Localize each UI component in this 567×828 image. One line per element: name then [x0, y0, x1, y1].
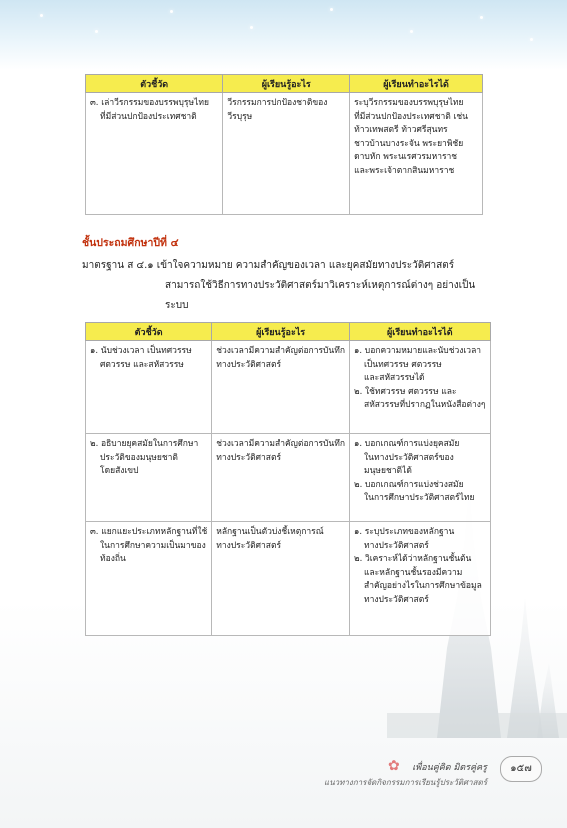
header-indicator: ตัวชี้วัด	[86, 75, 223, 93]
flower-icon: ✿	[388, 758, 400, 774]
cell-learn-what: ช่วงเวลามีความสำคัญต่อการบันทึก ทางประวัติศาสตร์	[212, 434, 350, 522]
cell-can-do: ๑. ระบุประเภทของหลักฐาน ทางประวัติศาสตร์ ๒. วิเคราะห์ได้ว่าหลักฐานชั้นต้น และหลักฐานชั้นรองมีความ สำคัญอย่างไรในการศึกษาข้อมูล ทางประวัติศาสตร์	[350, 522, 491, 636]
table-header-row	[86, 323, 491, 341]
page-number: ๑๕๗	[500, 756, 542, 782]
table-indicators-2	[85, 322, 491, 636]
cell-indicator: ๓. เล่าวีรกรรมของบรรพบุรุษไทย ที่มีส่วนปกป้องประเทศชาติ	[86, 93, 223, 215]
header-learn-what: ผู้เรียนรู้อะไร	[212, 323, 350, 341]
table-row	[86, 93, 483, 215]
standard-line-3: ระบบ	[165, 300, 189, 311]
table-row	[86, 522, 491, 636]
standard-line-2: สามารถใช้วิธีการทางประวัติศาสตร์มาวิเคราะห์เหตุการณ์ต่างๆ อย่างเป็น	[165, 280, 476, 291]
standard-line-1: มาตรฐาน ส ๔.๑ เข้าใจความหมาย ความสำคัญของเวลา และยุคสมัยทางประวัติศาสตร์	[82, 260, 455, 271]
footer-book-title: แนวทางการจัดกิจกรรมการเรียนรู้ประวัติศาสตร์	[324, 778, 487, 787]
header-can-do: ผู้เรียนทำอะไรได้	[350, 323, 491, 341]
table-indicators-1	[85, 74, 483, 215]
table-row	[86, 434, 491, 522]
cell-can-do: ๑. บอกความหมายและนับช่วงเวลา เป็นทศวรรษ ศตวรรษ และสหัสวรรษได้ ๒. ใช้ทศวรรษ ศตวรรษ และ สหัสวรรษที่ปรากฏในหนังสือต่างๆ	[350, 341, 491, 434]
cell-can-do: ระบุวีรกรรมของบรรพบุรุษไทย ที่มีส่วนปกป้องประเทศชาติ เช่น ท้าวเทพสตรี ท้าวศรีสุนทร ชาวบ้านบางระจัน พระยาพิชัย ดาบหัก พระนเรศวรมหาราช และพระเจ้าตากสินมหาราช	[350, 93, 483, 215]
header-indicator: ตัวชี้วัด	[86, 323, 212, 341]
cell-can-do: ๑. บอกเกณฑ์การแบ่งยุคสมัย ในทางประวัติศาสตร์ของ มนุษยชาติได้ ๒. บอกเกณฑ์การแบ่งช่วงสมัย ในการศึกษาประวัติศาสตร์ไทย	[350, 434, 491, 522]
cell-learn-what: ช่วงเวลามีความสำคัญต่อการบันทึก ทางประวัติศาสตร์	[212, 341, 350, 434]
cell-indicator: ๑. นับช่วงเวลา เป็นทศวรรษ ศตวรรษ และสหัสวรรษ	[86, 341, 212, 434]
cell-learn-what: วีรกรรมการปกป้องชาติของ วีรบุรุษ	[223, 93, 350, 215]
header-can-do: ผู้เรียนทำอะไรได้	[350, 75, 483, 93]
footer-slogan: เพื่อนคู่คิด มิตรคู่ครู	[412, 763, 487, 773]
table-header-row	[86, 75, 483, 93]
table-row	[86, 341, 491, 434]
cell-indicator: ๓. แยกแยะประเภทหลักฐานที่ใช้ ในการศึกษาความเป็นมาของ ท้องถิ่น	[86, 522, 212, 636]
header-learn-what: ผู้เรียนรู้อะไร	[223, 75, 350, 93]
grade-heading: ชั้นประถมศึกษาปีที่ ๔	[82, 237, 179, 249]
cell-learn-what: หลักฐานเป็นตัวบ่งชี้เหตุการณ์ ทางประวัติศาสตร์	[212, 522, 350, 636]
cell-indicator: ๒. อธิบายยุคสมัยในการศึกษา ประวัติของมนุษยชาติ โดยสังเขป	[86, 434, 212, 522]
